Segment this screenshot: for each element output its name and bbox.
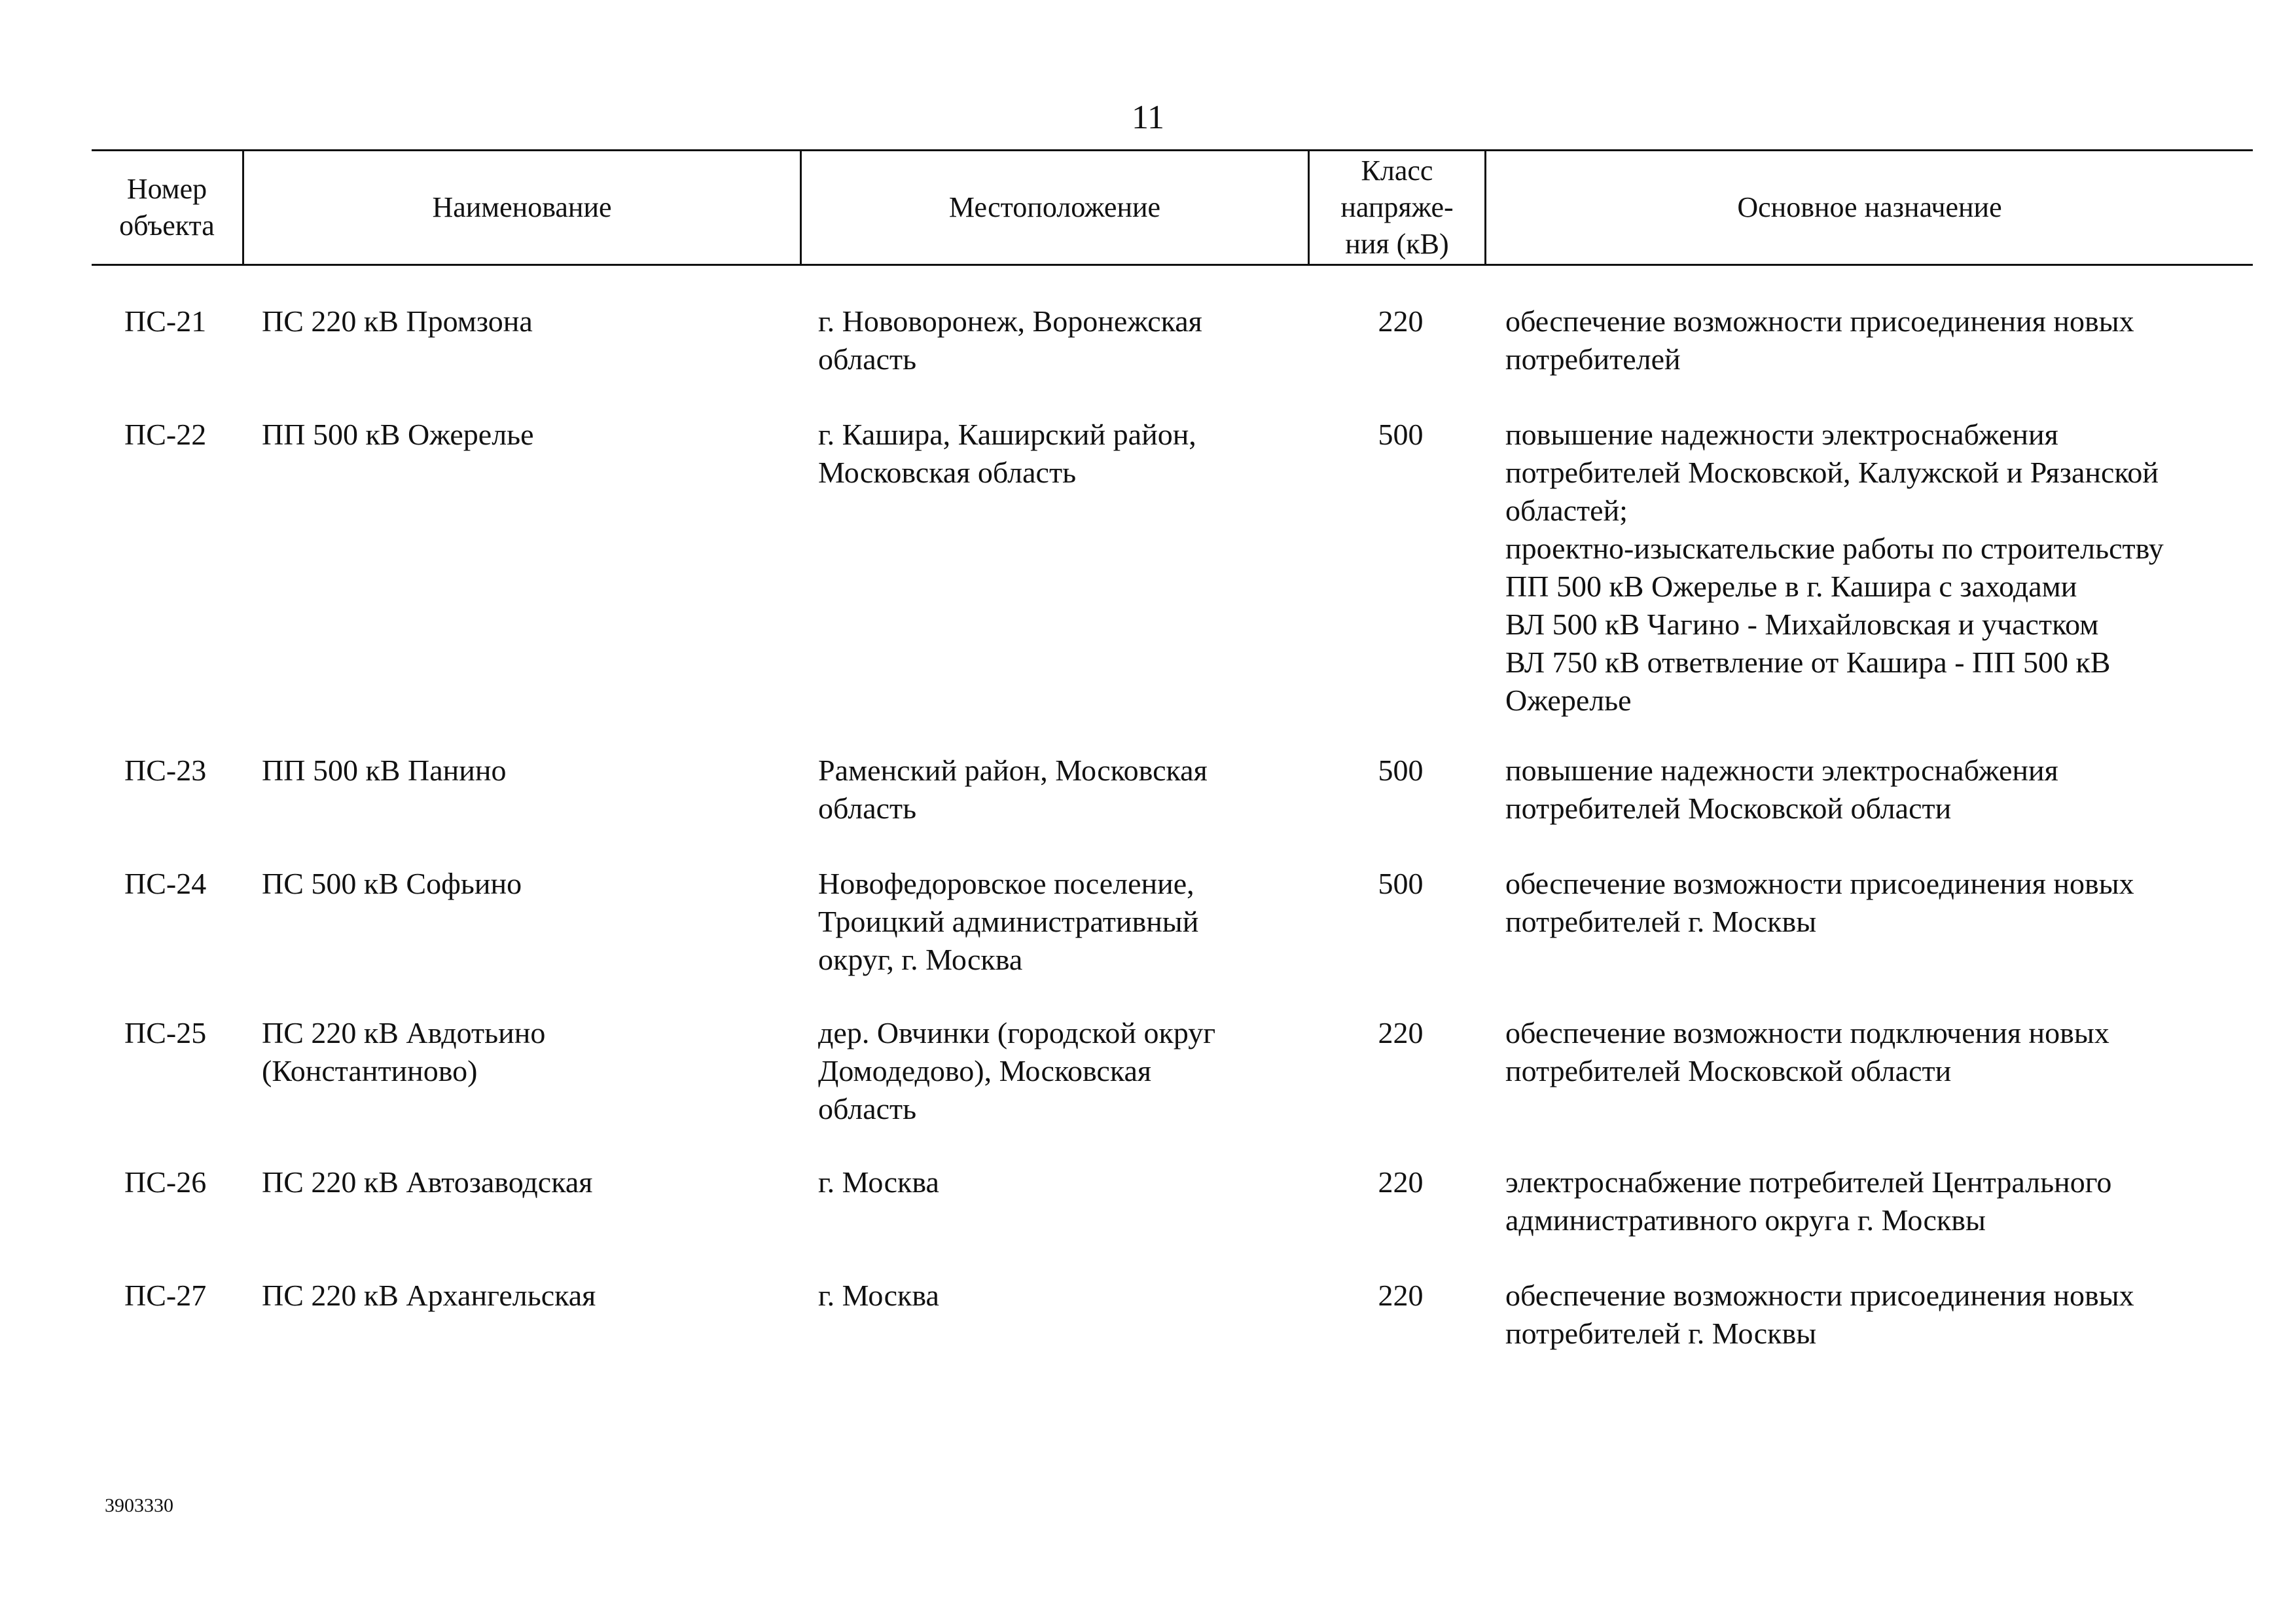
voltage-cell: 220 <box>1378 304 1424 338</box>
location-cell <box>818 1014 1316 1128</box>
text-line: ВЛ 750 кВ ответвление от Кашира - ПП 500 кВ <box>1505 646 2111 679</box>
text-line: повышение надежности электроснабжения <box>1505 754 2058 787</box>
header-name: Наименование <box>432 191 612 223</box>
text-line: Домодедово), Московская <box>818 1054 1152 1087</box>
text-line: Новофедоровское поселение, <box>818 867 1194 900</box>
header-main-purpose: Основное назначение <box>1737 191 2002 223</box>
location-cell <box>818 1163 1316 1201</box>
text-line: Ожерелье <box>1505 684 1632 717</box>
text-line: область <box>818 792 917 825</box>
object-number-cell: ПС-22 <box>124 418 207 451</box>
purpose-cell <box>1505 1277 2258 1353</box>
text-line: обеспечение возможности подключения новых <box>1505 1016 2109 1049</box>
text-line: потребителей г. Москвы <box>1505 1317 1817 1350</box>
voltage-cell: 500 <box>1378 867 1424 900</box>
header-location: Местоположение <box>948 191 1161 223</box>
voltage-cell: 220 <box>1378 1016 1424 1049</box>
text-line: Раменский район, Московская <box>818 754 1208 787</box>
text-line: областей; <box>1505 494 1628 527</box>
purpose-cell <box>1505 752 2258 828</box>
header-object-number: Номер объекта <box>119 173 215 242</box>
text-line: г. Москва <box>818 1165 939 1199</box>
text-line: ПС 500 кВ Софьино <box>262 867 522 900</box>
text-line: повышение надежности электроснабжения <box>1505 418 2058 451</box>
object-number-cell: ПС-23 <box>124 754 207 787</box>
purpose-cell <box>1505 1014 2258 1090</box>
object-number-cell: ПС-25 <box>124 1016 207 1049</box>
text-line: г. Москва <box>818 1279 939 1312</box>
text-line: ПС 220 кВ Промзона <box>262 304 533 338</box>
voltage-cell: 220 <box>1378 1279 1424 1312</box>
text-line: потребителей Московской области <box>1505 792 1952 825</box>
document-code: 3903330 <box>105 1495 173 1516</box>
object-name-cell <box>262 302 785 340</box>
object-name-cell <box>262 865 785 903</box>
text-line: ПП 500 кВ Ожерелье в г. Кашира с заходами <box>1505 570 2077 603</box>
voltage-cell: 500 <box>1378 754 1424 787</box>
location-cell <box>818 865 1316 979</box>
text-line: обеспечение возможности присоединения новых <box>1505 867 2134 900</box>
location-cell <box>818 752 1316 828</box>
object-name-cell <box>262 752 785 790</box>
location-cell <box>818 1277 1316 1315</box>
text-line: (Константиново) <box>262 1054 478 1087</box>
text-line: ПС 220 кВ Автозаводская <box>262 1165 593 1199</box>
text-line: проектно-изыскательские работы по строительству <box>1505 532 2164 565</box>
text-line: потребителей г. Москвы <box>1505 905 1817 938</box>
purpose-cell <box>1505 416 2258 720</box>
text-line: ПС 220 кВ Авдотьино <box>262 1016 546 1049</box>
text-line: Троицкий административный <box>818 905 1199 938</box>
text-line: потребителей Московской области <box>1505 1054 1952 1087</box>
object-name-cell <box>262 1277 785 1315</box>
text-line: электроснабжение потребителей Центрального <box>1505 1165 2112 1199</box>
object-name-cell <box>262 1014 785 1090</box>
text-line: обеспечение возможности присоединения новых <box>1505 304 2134 338</box>
text-line: округ, г. Москва <box>818 943 1023 976</box>
header-voltage-class: Класс напряже- ния (кВ) <box>1340 155 1454 260</box>
text-line: ВЛ 500 кВ Чагино - Михайловская и участком <box>1505 608 2099 641</box>
object-name-cell <box>262 1163 785 1201</box>
object-name-cell <box>262 416 785 454</box>
purpose-cell <box>1505 865 2258 941</box>
header-bottom-rule <box>92 264 2253 266</box>
text-line: дер. Овчинки (городской округ <box>818 1016 1216 1049</box>
object-number-cell: ПС-26 <box>124 1165 207 1199</box>
voltage-cell: 500 <box>1378 418 1424 451</box>
location-cell <box>818 302 1316 378</box>
location-cell <box>818 416 1316 492</box>
text-line: г. Нововоронеж, Воронежская <box>818 304 1202 338</box>
purpose-cell <box>1505 302 2258 378</box>
text-line: г. Кашира, Каширский район, <box>818 418 1196 451</box>
page-number: 11 <box>1131 99 1165 136</box>
object-number-cell: ПС-24 <box>124 867 207 900</box>
object-number-cell: ПС-27 <box>124 1279 207 1312</box>
text-line: обеспечение возможности присоединения новых <box>1505 1279 2134 1312</box>
text-line: ПС 220 кВ Архангельская <box>262 1279 596 1312</box>
text-line: ПП 500 кВ Панино <box>262 754 507 787</box>
text-line: область <box>818 342 917 376</box>
text-line: Московская область <box>818 456 1077 489</box>
text-line: область <box>818 1092 917 1125</box>
text-line: потребителей <box>1505 342 1681 376</box>
text-line: потребителей Московской, Калужской и Рязанской <box>1505 456 2159 489</box>
text-line: административного округа г. Москвы <box>1505 1203 1986 1237</box>
purpose-cell <box>1505 1163 2258 1239</box>
text-line: ПП 500 кВ Ожерелье <box>262 418 534 451</box>
object-number-cell: ПС-21 <box>124 304 207 338</box>
voltage-cell: 220 <box>1378 1165 1424 1199</box>
